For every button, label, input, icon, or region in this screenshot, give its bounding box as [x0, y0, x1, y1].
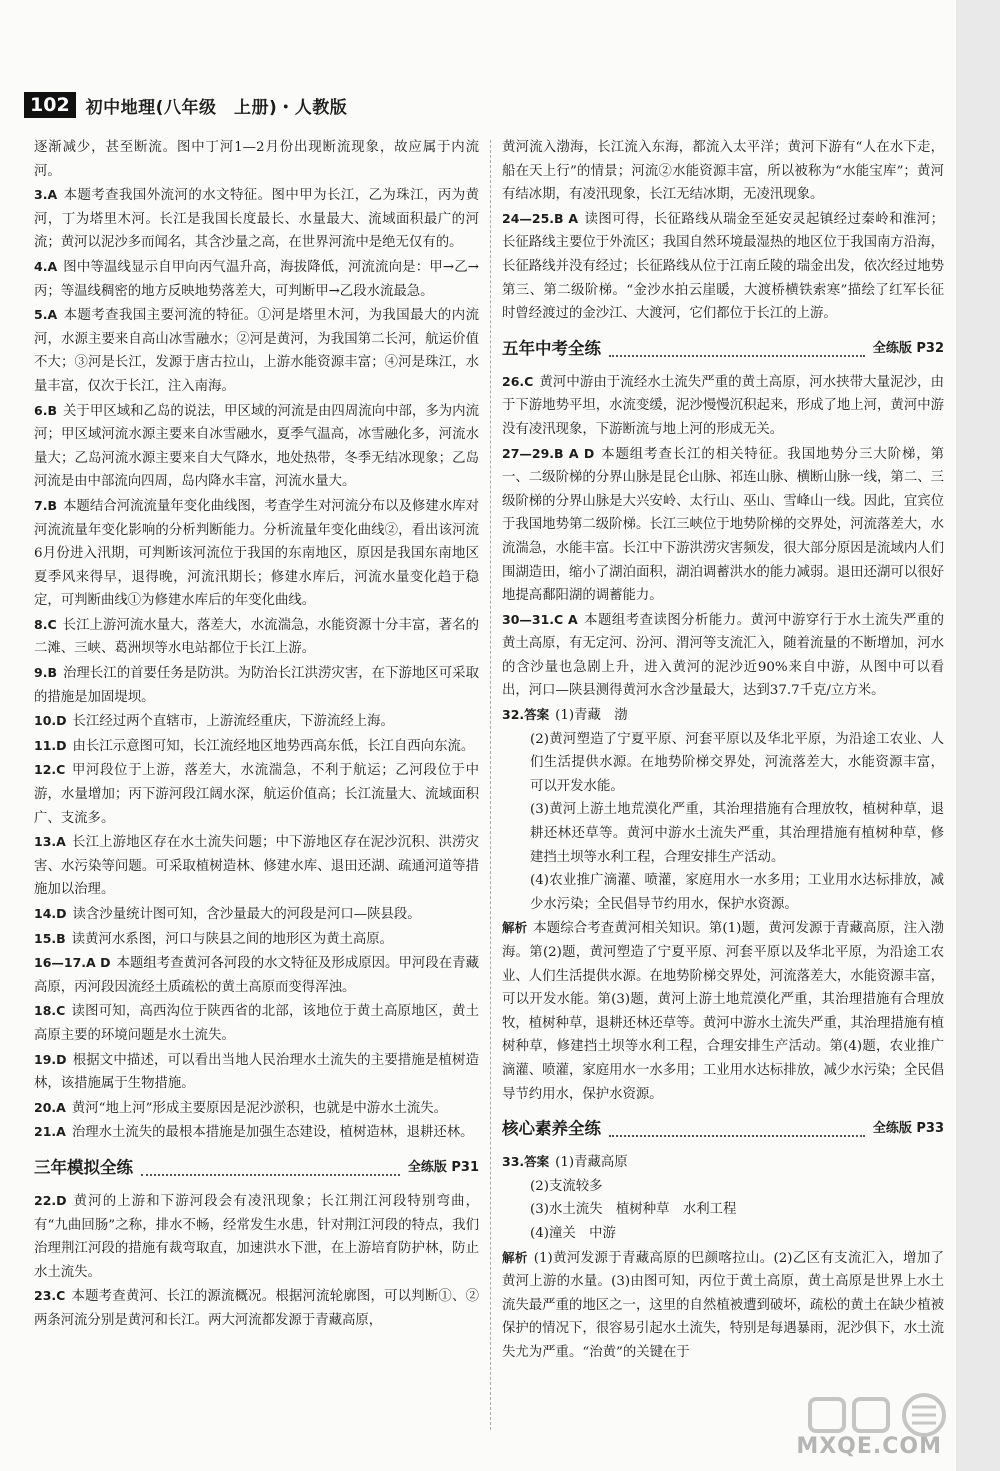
question-number: 6.B [34, 402, 57, 418]
answer-text: 本题考查我国外流河的水文特征。图中甲为长江，乙为珠江，丙为黄河，丁为塔里木河。长江是我国长度最长、水量最大、流域面积最广的河流；黄河以泥沙多而闻名，其含沙量之高，在世界河流中是绝无仅有的。 [34, 188, 479, 251]
question-number: 22.D [34, 1192, 67, 1208]
answer-sub-item [502, 728, 944, 799]
page-number: 102 [24, 92, 76, 118]
answer-text: 长江上游河流水量大，落差大，水流湍急，水能资源十分丰富，著名的二滩、三峡、葛洲坝等水电站都位于长江上游。 [34, 617, 479, 657]
answer-entry [34, 709, 479, 734]
page-edge-shadow [956, 0, 1000, 1471]
answer-text: 逐渐减少，甚至断流。图中丁河1—2月份出现断流现象，故应属于内流河。 [34, 140, 479, 179]
answer-text: (3)黄河上游土地荒漠化严重，其治理措施有合理放牧，植树种草，退耕还林还草等。黄河中游水土流失严重，其治理措施有植树种草，修建挡土坝等水利工程，合理安排生产活动。 [530, 802, 944, 865]
question-number: 11.D [34, 737, 67, 753]
answer-entry [34, 927, 479, 952]
answer-text: 读图可得，长征路线从瑞金至延安灵起镇经过秦岭和淮河；长征路线主要位于外流区；我国自然环境最湿热的地区位于我国南方沿海，长征路线并没有经过；长征路线从位于江南丘陵的瑞金出发，依次经过地势第三、第二级阶梯。“金沙水拍云崖暖，大渡桥横铁索寒”描绘了红军长征时曾经渡过的金沙江、大渡河，它们都位于长江的上游。 [502, 211, 944, 322]
answer-entry [34, 1189, 479, 1284]
answer-entry [34, 613, 479, 661]
answer-text: (3)水土流失 植树种草 水利工程 [530, 1202, 737, 1218]
answer-entry [34, 1120, 479, 1145]
answer-text: 本题组考查黄河各河段的水文特征及形成原因。甲河段在青藏高原，丙河段因流经土质疏松的黄土高原而变得浑浊。 [34, 956, 479, 995]
section-header [502, 1116, 944, 1142]
answer-entry [502, 136, 944, 207]
question-number: 24—25.B A [502, 210, 579, 226]
answer-text: 图中等温线显示自甲向丙气温升高，海拔降低，河流流向是：甲→乙→丙；等温线稠密的地方反映地势落差大，可判断甲→乙段水流最急。 [34, 259, 479, 299]
book-title: 初中地理(八年级 上册)・人教版 [85, 97, 348, 118]
question-number: 9.B [34, 665, 57, 681]
answer-entry [34, 902, 479, 927]
section-page-ref: 全练版 P31 [407, 1160, 479, 1176]
answer-entry [34, 399, 479, 494]
answer-text: (1)青藏 渤 [555, 708, 628, 724]
section-header [34, 1155, 479, 1181]
answer-text: 根据文中描述，可以看出当地人民治理水土流失的主要措施是植树造林，该措施属于生物措施。 [34, 1052, 479, 1092]
answer-text: 黄河中游由于流经水土流失严重的黄土高原，河水挟带大量泥沙，由于下游地势平坦，水流变缓，泥沙慢慢沉积起来，形成了地上河，黄河中游没有凌汛现象，下游断流与地上河的形成无关。 [502, 374, 944, 437]
question-number: 14.D [34, 906, 67, 921]
section-leader-dots [141, 1160, 400, 1176]
page-header [24, 90, 347, 120]
answer-entry [34, 1284, 479, 1332]
answer-text: 本题考查我国主要河流的特征。①河是塔里木河，为我国最大的内流河，水源主要来自高山冰雪融水；②河是黄河，为我国第二长河，航运价值不大；③河是长江，发源于唐古拉山，上游水能资源丰富；④河是珠江，水量丰富，仅次于长江，注入南海。 [34, 308, 479, 394]
answer-entry [34, 758, 479, 830]
answer-entry [34, 494, 479, 613]
answer-text: (4)农业推广滴灌、喷灌，家庭用水一水多用；工业用水达标排放，减少水污染；全民倡导节约用水，保护水资源。 [530, 873, 944, 912]
section-page-ref: 全练版 P32 [872, 340, 944, 356]
answer-entry [502, 1246, 944, 1365]
answer-text: 本题结合河流流量年变化曲线图，考查学生对河流分布以及修建水库对河流流量年变化影响的分析判断能力。分析流量年变化曲线②，看出该河流6月份进入汛期，可判断该河流位于我国的东南地区，原因是我国东南地区夏季风来得早，退得晚，河流汛期长；修建水库后，河流水量变化趋于稳定，可判断曲线①为修建水库后的年变化曲线。 [34, 498, 479, 609]
question-number: 5.A [34, 307, 58, 323]
answer-entry [34, 1048, 479, 1096]
watermark-text: MXQE.COM [796, 1434, 942, 1459]
answer-text: (1)黄河发源于青藏高原的巴颜喀拉山。(2)乙区有支流汇入，增加了黄河上游的水量。(3)由图可知，丙位于黄土高原，黄土高原是世界上水土流失最严重的地区之一，这里的自然植被遭到破坏，疏松的黄土在缺少植被保护的情况下，很容易引起水土流失，特别是每遇暴雨，泥沙俱下，水土流失尤为严重。“治黄”的关键在于 [502, 1250, 944, 1360]
answer-entry [34, 183, 479, 255]
section-title: 三年模拟全练 [34, 1158, 133, 1178]
answer-text: (2)黄河塑造了宁夏平原、河套平原以及华北平原，为沿途工农业、人们生活提供水源。在地势阶梯交界处，河流落差大，水能资源丰富，可以开发水能。 [530, 731, 944, 794]
answer-text: 长江经过两个直辖市，上游流经重庆，下游流经上海。 [72, 714, 394, 730]
answer-text: 读图可知，高西沟位于陕西省的北部，该地位于黄土高原地区，黄土高原主要的环境问题是水土流失。 [34, 1004, 479, 1043]
section-page-ref: 全练版 P33 [872, 1121, 944, 1137]
question-number: 12.C [34, 762, 66, 778]
answer-text: 由长江示意图可知，长江流经地区地势西高东低，长江自西向东流。 [72, 738, 475, 754]
question-number: 15.B [34, 930, 66, 946]
question-number: 32.答案 [502, 707, 550, 723]
answer-text: 治理长江的首要任务是防洪。为防治长江洪涝灾害，在下游地区可采取的措施是加固堤坝。 [34, 666, 479, 705]
question-number: 解析 [502, 1249, 528, 1265]
section-header [502, 336, 944, 362]
question-number: 33.答案 [502, 1154, 550, 1170]
answer-sub-item [502, 1175, 944, 1199]
answer-text: (1)青藏高原 [555, 1155, 628, 1171]
answer-text: 黄河流入渤海，长江流入东海，都流入太平洋；黄河下游有“人在水下走，船在天上行”的情景；河流②水能资源丰富，所以被称为“水能宝库”；黄河有结冰期，有凌汛现象，长江无结冰期，无凌汛现象。 [502, 140, 944, 203]
answer-entry [502, 442, 944, 608]
answer-entry [34, 303, 479, 398]
answer-entry [502, 703, 944, 728]
answer-text: 治理水土流失的最根本措施是加强生态建设，植树造林，退耕还林。 [71, 1125, 474, 1141]
answer-sub-item [502, 1222, 944, 1246]
answer-text: 关于甲区域和乙岛的说法，甲区域的河流是由四周流向中部，多为内流河；甲区域河流水源主要来自冰雪融水，夏季气温高，冰雪融化多，河流水量大；乙岛河流水源主要来自大气降水，地处热带，冬季无结冰现象；乙岛河流是由中部流向四周，岛内降水丰富，河流水量大。 [34, 403, 479, 490]
answer-text: 读含沙量统计图可知，含沙量最大的河段是河口—陕县段。 [72, 907, 421, 922]
answer-text: 本题组考查读图分析能力。黄河中游穿行于水土流失严重的黄土高原，有无定河、汾河、渭河等支流汇入，随着流量的不断增加，河水的含沙量也急剧上升，进入黄河的泥沙近90%来自中游，从图中可以看出，河口—陕县测得黄河水含沙量最大，达到37.7千克/立方米。 [502, 612, 945, 699]
answer-entry [34, 734, 479, 759]
question-number: 13.A [34, 834, 66, 850]
section-leader-dots [609, 1121, 865, 1137]
answer-entry [34, 661, 479, 709]
answer-sub-item [502, 798, 944, 869]
section-title: 核心素养全练 [502, 1119, 601, 1139]
question-number: 8.C [34, 616, 57, 632]
question-number: 20.A [34, 1099, 66, 1115]
section-leader-dots [609, 341, 865, 357]
question-number: 30—31.C A [502, 611, 578, 627]
answer-entry [34, 255, 479, 303]
question-number: 21.A [34, 1124, 66, 1140]
answer-entry [34, 136, 479, 183]
answer-text: 黄河“地上河”形成主要原因是泥沙淤积，也就是中游水土流失。 [71, 1100, 448, 1116]
answer-entry [34, 830, 479, 902]
answer-entry [502, 1150, 944, 1175]
question-number: 4.A [34, 258, 58, 274]
answer-entry [34, 999, 479, 1047]
answer-text: 读黄河水系图，河口与陕县之间的地形区为黄土高原。 [71, 931, 394, 947]
answer-text: 本题考查黄河、长江的源流概况。根据河流轮廓图，可以判断①、②两条河流分别是黄河和长江。两大河流都发源于青藏高原， [34, 1289, 479, 1328]
answer-text: (2)支流较多 [530, 1178, 603, 1194]
answer-text: 长江上游地区存在水土流失问题；中下游地区存在泥沙沉积、洪涝灾害、水污染等问题。可采取植树造林、修建水库、退田还湖、疏通河道等措施加以治理。 [34, 835, 479, 898]
answer-entry [34, 1096, 479, 1121]
answer-entry [34, 951, 479, 999]
answer-entry [502, 370, 944, 442]
right-column [502, 136, 944, 1365]
question-number: 10.D [34, 713, 67, 729]
question-number: 19.D [34, 1051, 67, 1067]
answer-text: (4)潼关 中游 [530, 1225, 616, 1241]
question-number: 16—17.A D [34, 955, 111, 971]
answer-sub-item [502, 869, 944, 916]
left-column [34, 136, 479, 1333]
question-number: 26.C [502, 373, 534, 389]
question-number: 27—29.B A D [502, 445, 595, 461]
section-title: 五年中考全练 [502, 338, 601, 358]
answer-text: 本题组考查长江的相关特征。我国地势分三大阶梯，第一、二级阶梯的分界山脉是昆仑山脉、祁连山脉、横断山脉一线，第二、三级阶梯的分界山脉是大兴安岭、太行山、巫山、雪峰山一线。因此，宜宾位于我国地势第二级阶梯。长江三峡位于地势阶梯的交界处，河流落差大，水流湍急，水能丰富。长江中下游洪涝灾害频发，很大部分原因是流域内人们围湖造田，缩小了湖泊面积，湖泊调蓄洪水的能力减弱。退田还湖可以很好地提高鄱阳湖的调蓄能力。 [502, 446, 945, 604]
question-number: 7.B [34, 497, 57, 513]
question-number: 解析 [502, 920, 528, 936]
answer-text: 本题综合考查黄河相关知识。第(1)题，黄河发源于青藏高原，注入渤海。第(2)题，黄河塑造了宁夏平原、河套平原以及华北平原，为沿途工农业、人们生活提供水源。在地势阶梯交界处，河流落差大，水能资源丰富，可以开发水能。第(3)题，黄河上游土地荒漠化严重，其治理措施有合理放牧，植树种草，退耕还林还草等。黄河中游水土流失严重，其治理措施有植树种草，修建挡土坝等水利工程，合理安排生产活动。第(4)题，农业推广滴灌、喷灌，家庭用水一水多用；工业用水达标排放，减少水污染；全民倡导节约用水，保护水资源。 [502, 921, 944, 1102]
answer-entry [502, 608, 944, 703]
answer-sub-item [502, 1198, 944, 1222]
question-number: 23.C [34, 1288, 66, 1304]
question-number: 18.C [34, 1003, 66, 1019]
column-divider [490, 140, 491, 1430]
question-number: 3.A [34, 187, 58, 203]
answer-text: 甲河段位于上游，落差大，水流湍急，不利于航运；乙河段位于中游，水量增加；丙下游河段江阔水深，航运价值高；长江流量大、流域面积广、支流多。 [34, 763, 479, 826]
answer-entry [502, 916, 944, 1106]
answer-entry [502, 207, 944, 326]
answer-text: 黄河的上游和下游河段会有凌汛现象；长江荆江河段特别弯曲，有“九曲回肠”之称，排水不畅，经常发生水患，针对荆江河段的特点，我们治理荆江河段的措施有裁弯取直，加速洪水下泄，在上游培育防护林，防止水土流失。 [34, 1193, 479, 1280]
